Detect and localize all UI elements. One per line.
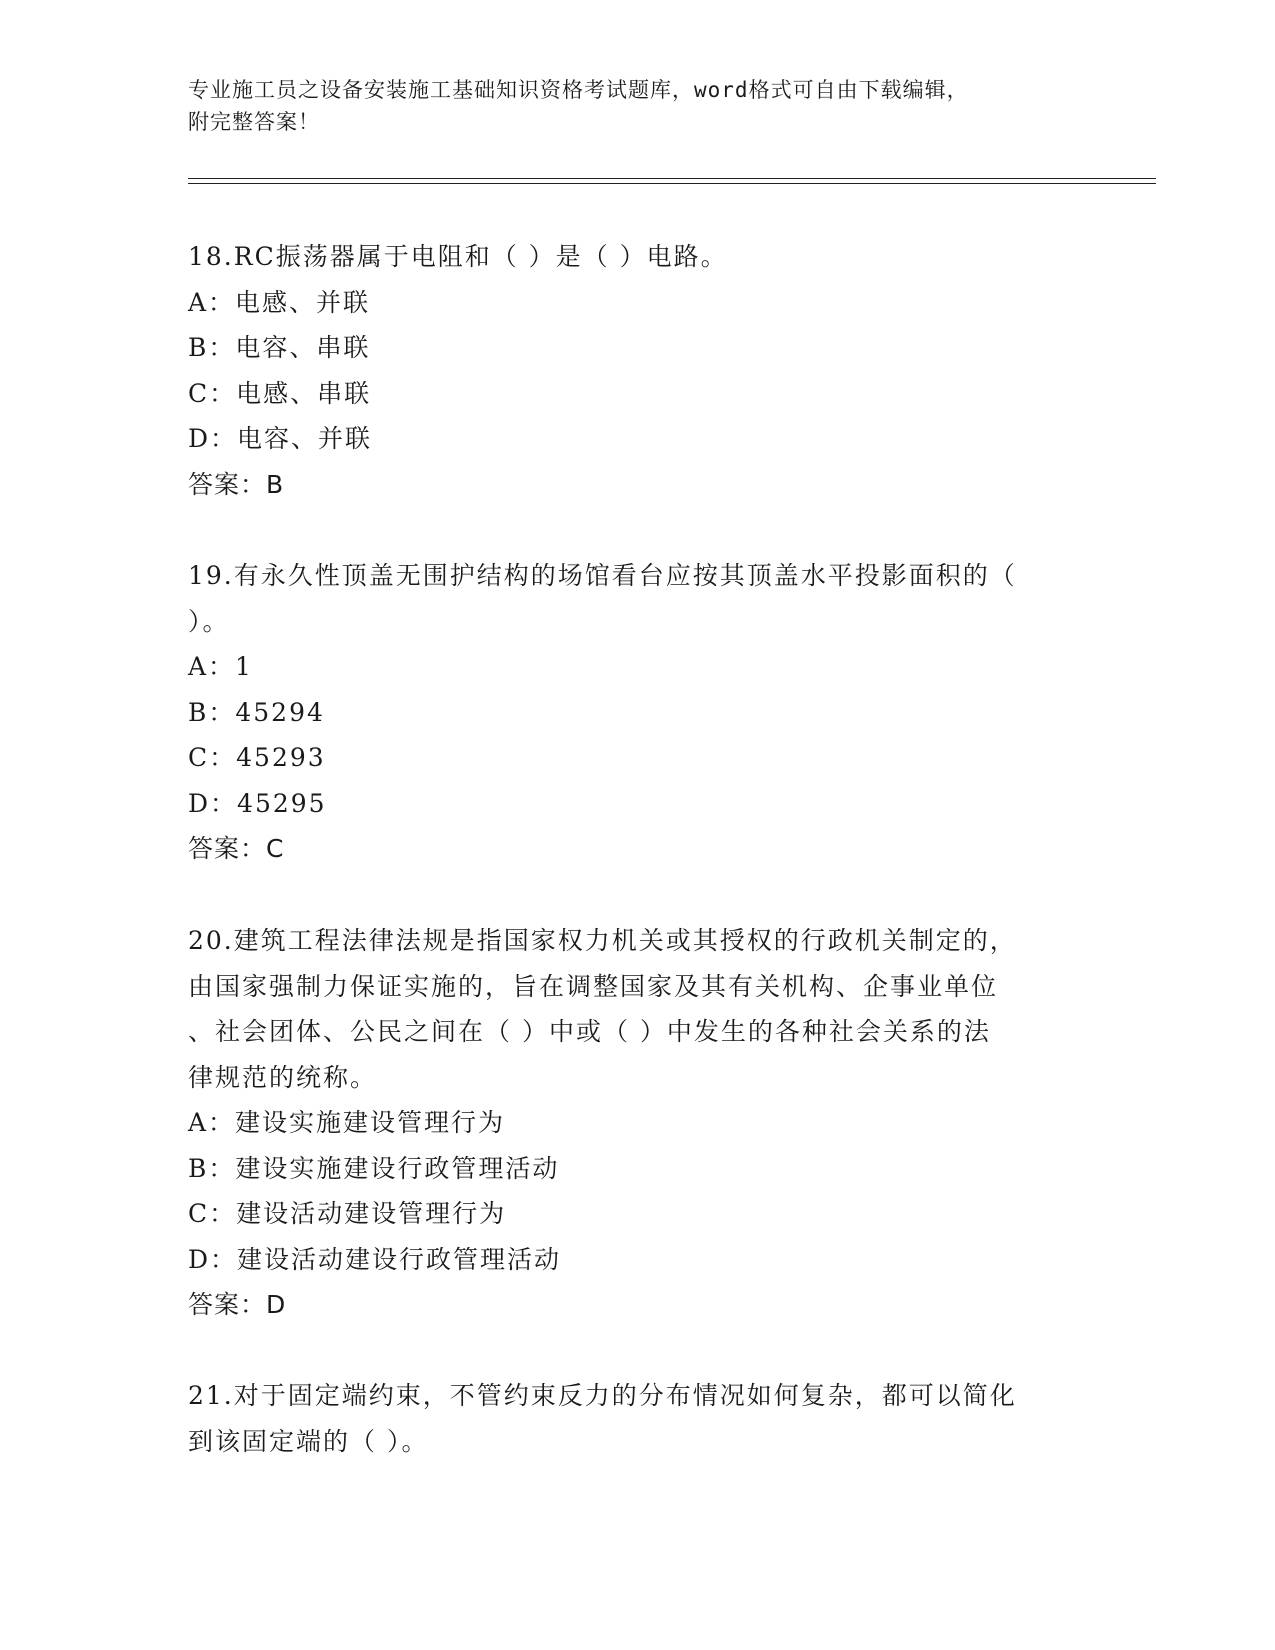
header-divider-bottom bbox=[188, 183, 1156, 184]
question-18 bbox=[188, 234, 1088, 507]
option-d: D：45295 bbox=[188, 788, 327, 818]
header-divider-top bbox=[188, 178, 1156, 179]
question-21 bbox=[188, 1373, 1088, 1464]
option-b: B：电容、串联 bbox=[188, 333, 371, 362]
question-stem-line-2: ）。 bbox=[188, 606, 230, 636]
option-a: A：1 bbox=[188, 652, 253, 681]
option-b: B：45294 bbox=[188, 697, 325, 727]
question-stem-line-3: 、社会团体、公民之间在（ ）中或（ ）中发生的各种社会关系的法 bbox=[188, 1017, 991, 1046]
option-d: D：电容、并联 bbox=[188, 424, 373, 453]
question-20 bbox=[188, 918, 1088, 1328]
document-header bbox=[188, 74, 1068, 138]
answer-label: 答案：C bbox=[188, 834, 285, 863]
question-stem-line-1: 19.有永久性顶盖无围护结构的场馆看台应按其顶盖水平投影面积的（ bbox=[188, 561, 1017, 590]
question-stem-line-1: 21.对于固定端约束，不管约束反力的分布情况如何复杂，都可以简化 bbox=[188, 1381, 1017, 1410]
question-stem-line-2: 由国家强制力保证实施的，旨在调整国家及其有关机构、企事业单位 bbox=[188, 971, 999, 1001]
header-text-line-1: 专业施工员之设备安装施工基础知识资格考试题库，word格式可自由下载编辑， bbox=[188, 78, 969, 102]
header-text-line-2: 附完整答案！ bbox=[188, 110, 320, 134]
option-a: A：建设实施建设管理行为 bbox=[188, 1108, 506, 1137]
option-a: A：电感、并联 bbox=[188, 287, 371, 317]
option-c: C：电感、串联 bbox=[188, 378, 372, 408]
answer-label: 答案：B bbox=[188, 469, 285, 499]
question-19 bbox=[188, 553, 1088, 872]
option-c: C：45293 bbox=[188, 743, 326, 772]
question-stem: 18.RC振荡器属于电阻和（ ）是（ ）电路。 bbox=[188, 242, 728, 271]
question-stem-line-1: 20.建筑工程法律法规是指国家权力机关或其授权的行政机关制定的， bbox=[188, 926, 1017, 955]
option-b: B：建设实施建设行政管理活动 bbox=[188, 1153, 560, 1183]
option-d: D：建设活动建设行政管理活动 bbox=[188, 1244, 562, 1274]
option-c: C：建设活动建设管理行为 bbox=[188, 1199, 507, 1228]
question-stem-line-2: 到该固定端的（ ）。 bbox=[188, 1426, 429, 1456]
question-stem-line-4: 律规范的统称。 bbox=[188, 1062, 378, 1092]
answer-label: 答案：D bbox=[188, 1290, 287, 1319]
